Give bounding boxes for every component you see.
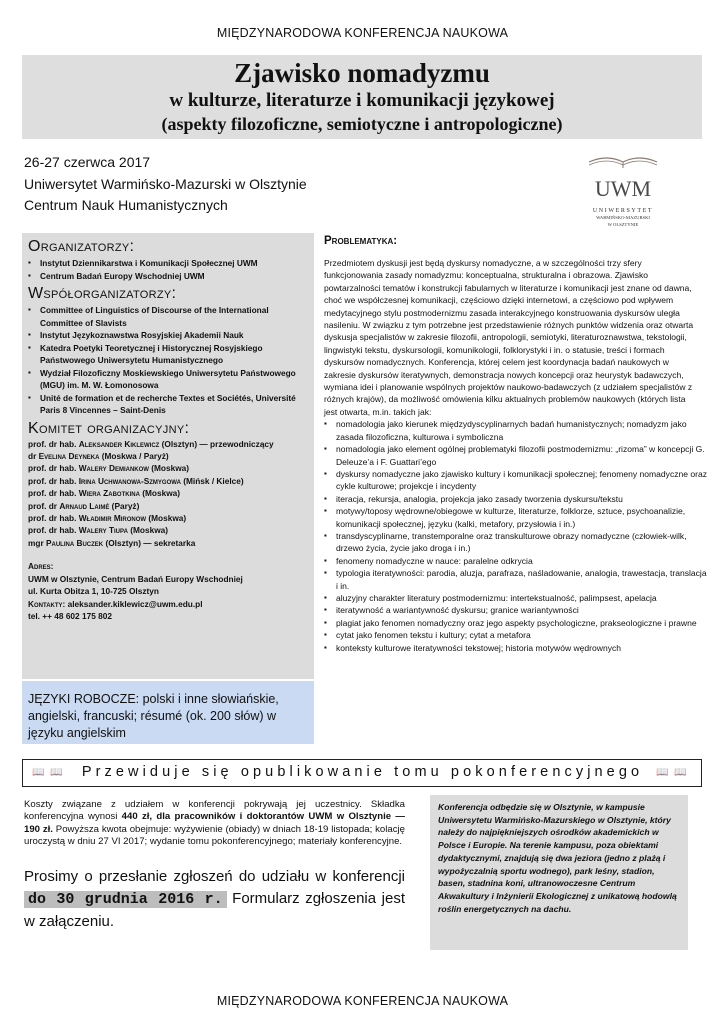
problem-list (318, 418, 708, 654)
application-request: Prosimy o przesłanie zgłoszeń do udziału w konferencji do 30 grudnia 2016 r. Formularz zgłoszenia jest w załączeniu. (24, 868, 405, 930)
address-line2: ul. Kurta Obitza 1, 10-725 Olsztyn (28, 586, 159, 597)
bottom-header: MIĘDZYNARODOWA KONFERENCJA NAUKOWA (216, 994, 509, 1008)
fee-amount: 440 zł, dla pracowników i doktorantów UWM w Olsztynie — 190 zł. (24, 811, 405, 835)
campus-info: Konferencja odbędzie się w Olsztynie, w kampusie Uniwersytetu Warmińsko-Mazurskiego w Olsztynie, który należy do najpiękniejszych ośrodków akademickich w Polsce i Europie. Na terenie kampusu, poza obiektami dydaktycznymi, znajdują się dwa jeziora (jedno z plażą i wypożyczalnią sportu wodnego), park leśny, stadion, basen, stadnina koni, ultranowoczesne Centrum Akwakultury i Inżynierii Ekologicznej z unikatową hodowlą roślin energetycznych na dachu. (430, 795, 688, 950)
committee-member: mgr Paulina Buczek (Olsztyn) — sekretarka (28, 537, 196, 548)
committee-member: prof. dr hab. Irina Uchwanowa-Szmygowa (Mińsk / Kielce) (28, 475, 244, 486)
list-item: ▪ Wydział Filozoficzny Moskiewskiego Uniwersytetu Państwowego (MGU) im. M. W. Łomonosowa (28, 367, 310, 392)
book-emblem-icon (583, 152, 663, 234)
list-item: ▪ dyskursy nomadyczne jako zjawisko kultury i komunikacji społecznej; fenomeny nomadyczne oraz cykle kulturowe; projekcje i incydenty (324, 468, 708, 493)
address-block (28, 560, 310, 623)
list-item: ▪ nomadologia jako element ogólnej problematyki filozofii postmodernizmu: „rizoma” w koncepcji G. Deleuze’a i F. Guattari’ego (324, 443, 708, 468)
coorganizers-title: Współorganizatorzy: (28, 285, 177, 302)
title-box (22, 55, 702, 139)
contact-phone: tel. ++ 48 602 175 802 (28, 611, 112, 622)
contact-label: Kontakty: (28, 598, 66, 609)
committee-member: dr Evelina Deyneka (Moskwa / Paryż) (28, 450, 169, 461)
organizers-list (28, 257, 310, 282)
top-header: MIĘDZYNARODOWA KONFERENCJA NAUKOWA (216, 26, 509, 40)
book-icon: 📖 (32, 767, 45, 778)
deadline-badge: do 30 grudnia 2016 r. (24, 891, 227, 908)
address-label: Adres: (28, 561, 54, 572)
working-languages: JĘZYKI ROBOCZE: polski i inne słowiańskie, angielski, francuski; résumé (ok. 200 słów) w języku angielskim (22, 681, 314, 744)
list-item: ▪ Centrum Badań Europy Wschodniej UWM (28, 270, 310, 283)
publication-notice: Przewiduje się opublikowanie tomu pokonferencyjnego (81, 764, 644, 780)
list-item: ▪ fenomeny nomadyczne w nauce: paralelne odkrycia (324, 555, 708, 567)
problem-title: Problematyka: (324, 235, 398, 247)
committee-member: prof. dr hab. Aleksander Kiklewicz (Olsztyn) — przewodniczący (28, 438, 274, 449)
list-item: ▪ transdyscyplinarne, transtemporalne oraz transkulturowe obrazy nomadyczne (człowiek-wilk, drzewo życia, życie jako droga i in.) (324, 530, 708, 555)
logo-line1: UNIWERSYTET (592, 208, 654, 214)
committee-list (28, 438, 310, 550)
committee-member: prof. dr hab. Walery Demiankow (Moskwa) (28, 463, 190, 474)
divider-top (22, 759, 702, 760)
list-item: ▪ Instytut Językoznawstwa Rosyjskiej Akademii Nauk (28, 329, 310, 342)
logo-line3: W OLSZTYNIE (607, 222, 639, 227)
list-item: ▪ Committee of Linguistics of Discourse of the International Committee of Slavists (28, 304, 310, 329)
book-icon: 📖 (674, 767, 687, 778)
list-item: ▪ motywy/toposy wędrowne/obiegowe w kulturze, literaturze, folklorze, sztuce, psychoanalizie, komunikacji społecznej, języku (kalki, metafory, przysłowia i in.) (324, 505, 708, 530)
conference-center: Centrum Nauk Humanistycznych (24, 197, 228, 213)
list-item: ▪ Instytut Dziennikarstwa i Komunikacji Społecznej UWM (28, 257, 310, 270)
costs-text: Koszty związane z udziałem w konferencji pokrywają jej uczestnicy. Składka konferencyjna wynosi 440 zł, dla pracowników i doktorantów UWM w Olsztynie — 190 zł. Powyższa kwota obejmuje: wyżywienie (obiady) w dniach 18-19 listopada; kolację uroczystą w dniu 27 VI 2017; wydanie tomu pokonferencyjnego; materiały konferencyjne. (24, 799, 405, 848)
list-item: ▪ plagiat jako fenomen nomadyczny oraz jego aspekty psychologiczne, prakseologiczne i prawne (324, 617, 708, 629)
title-sub2: (aspekty filozoficzne, semiotyczne i antropologiczne) (161, 114, 563, 134)
committee-title: Komitet organizacyjny: (28, 419, 190, 437)
list-item: ▪ konteksty kulturowe iteratywności tekstowej; historia motywów wędrownych (324, 642, 708, 654)
list-item: ▪ iteratywność a wariantywność dyskursu; granice wariantywności (324, 604, 708, 616)
organizers-title: Organizatorzy: (28, 238, 135, 255)
committee-member: prof. dr hab. Walery Tiupa (Moskwa) (28, 525, 169, 536)
problem-intro: Przedmiotem dyskusji jest będą dyskursy nomadyczne, a w szczególności trzy sfery funkcjonowania zasady nomadyzmu: konceptualna, strukturalna i obrazowa. Zjawisko powtarzalności tematów i konstrukcji fabularnych w literaturze i komunikacji jest znane od dawna, choć we współczesnej komunikacji, częściowo dzięki internetowi, a częściowo pod wpływem medytacyjnego stylu postmodernizmu zasada interakcyjnego konstruowania dyskursów uległa nasileniu. W związku z tym potrzebne jest przedstawienie różnych punktów widzenia oraz otwarta dyskusja specjalistów w zakresie filozofii, antropologii, semiotyki, literaturoznawstwa, tekstologii, lingwistyki tekstu, dyskursologii, komunikologii, folklorystyki i in. o statusie, treści i formach dyskursów nomadycznych. Konferencja, której celem jest koordynacja badań naukowych w zakresie dyskursów iteratywnych, demonstracja nowych koncepcji oraz heurystyk badawczych, wymiana idei i planowanie wspólnych projektów naukowo-badawczych (z udziałem specjalistów z różnych krajów), da możliwość omówienia kilku aktualnych problemów naukowych (których lista jest otwarta, m.in. takich jak: (324, 258, 694, 417)
book-icon: 📖 (50, 767, 63, 778)
list-item: ▪ cytat jako fenomen tekstu i kultury; cytat a metafora (324, 629, 708, 641)
list-item: ▪ typologia iteratywności: parodia, aluzja, parafraza, naśladowanie, analogia, trawestacja, translacja i in. (324, 567, 708, 592)
conference-info (24, 152, 444, 217)
committee-member: prof. dr hab. Władimir Mironow (Moskwa) (28, 512, 187, 523)
uwm-logo (583, 152, 663, 234)
contact-email[interactable]: aleksander.kiklewicz@uwm.edu.pl (65, 598, 203, 609)
committee-member: prof. dr Arnaud Laimé (Paryż) (28, 500, 140, 511)
divider-bottom (22, 786, 702, 787)
logo-line2: WARMIŃSKO-MAZURSKI (596, 215, 650, 220)
book-icon: 📖 (656, 767, 669, 778)
organizers-panel (22, 233, 314, 679)
address-line1: UWM w Olsztynie, Centrum Badań Europy Wschodniej (28, 573, 243, 584)
conference-university: Uniwersytet Warmińsko-Mazurski w Olsztynie (24, 175, 307, 192)
conference-date: 26-27 czerwca 2017 (24, 154, 151, 170)
list-item: ▪ Katedra Poetyki Teoretycznej i Historycznej Rosyjskiego Państwowego Uniwersytetu Humanistycznego (28, 342, 310, 367)
logo-mark: UWM (594, 176, 652, 201)
list-item: ▪ iteracja, rekursja, analogia, projekcja jako zasady tworzenia dyskursu/tekstu (324, 493, 708, 505)
list-item: ▪ Unité de formation et de recherche Textes et Sociétés, Université Paris 8 Vincennes – Saint-Denis (28, 392, 310, 417)
title-sub1: w kulturze, literaturze i komunikacji językowej (169, 90, 555, 111)
problem-section (318, 233, 708, 744)
contact-line (28, 598, 310, 611)
title-main: Zjawisko nomadyzmu (234, 58, 490, 88)
committee-member: prof. dr hab. Wiera Zabotkina (Moskwa) (28, 488, 181, 499)
coorganizers-list (28, 304, 310, 417)
list-item: ▪ aluzyjny charakter literatury postmodernizmu: intertekstualność, palimpsest, apelacja (324, 592, 708, 604)
list-item: ▪ nomadologia jako kierunek międzydyscyplinarnych badań humanistycznych; nomadyzm jako zasada filozoficzna, kulturowa i symboliczna (324, 418, 708, 443)
